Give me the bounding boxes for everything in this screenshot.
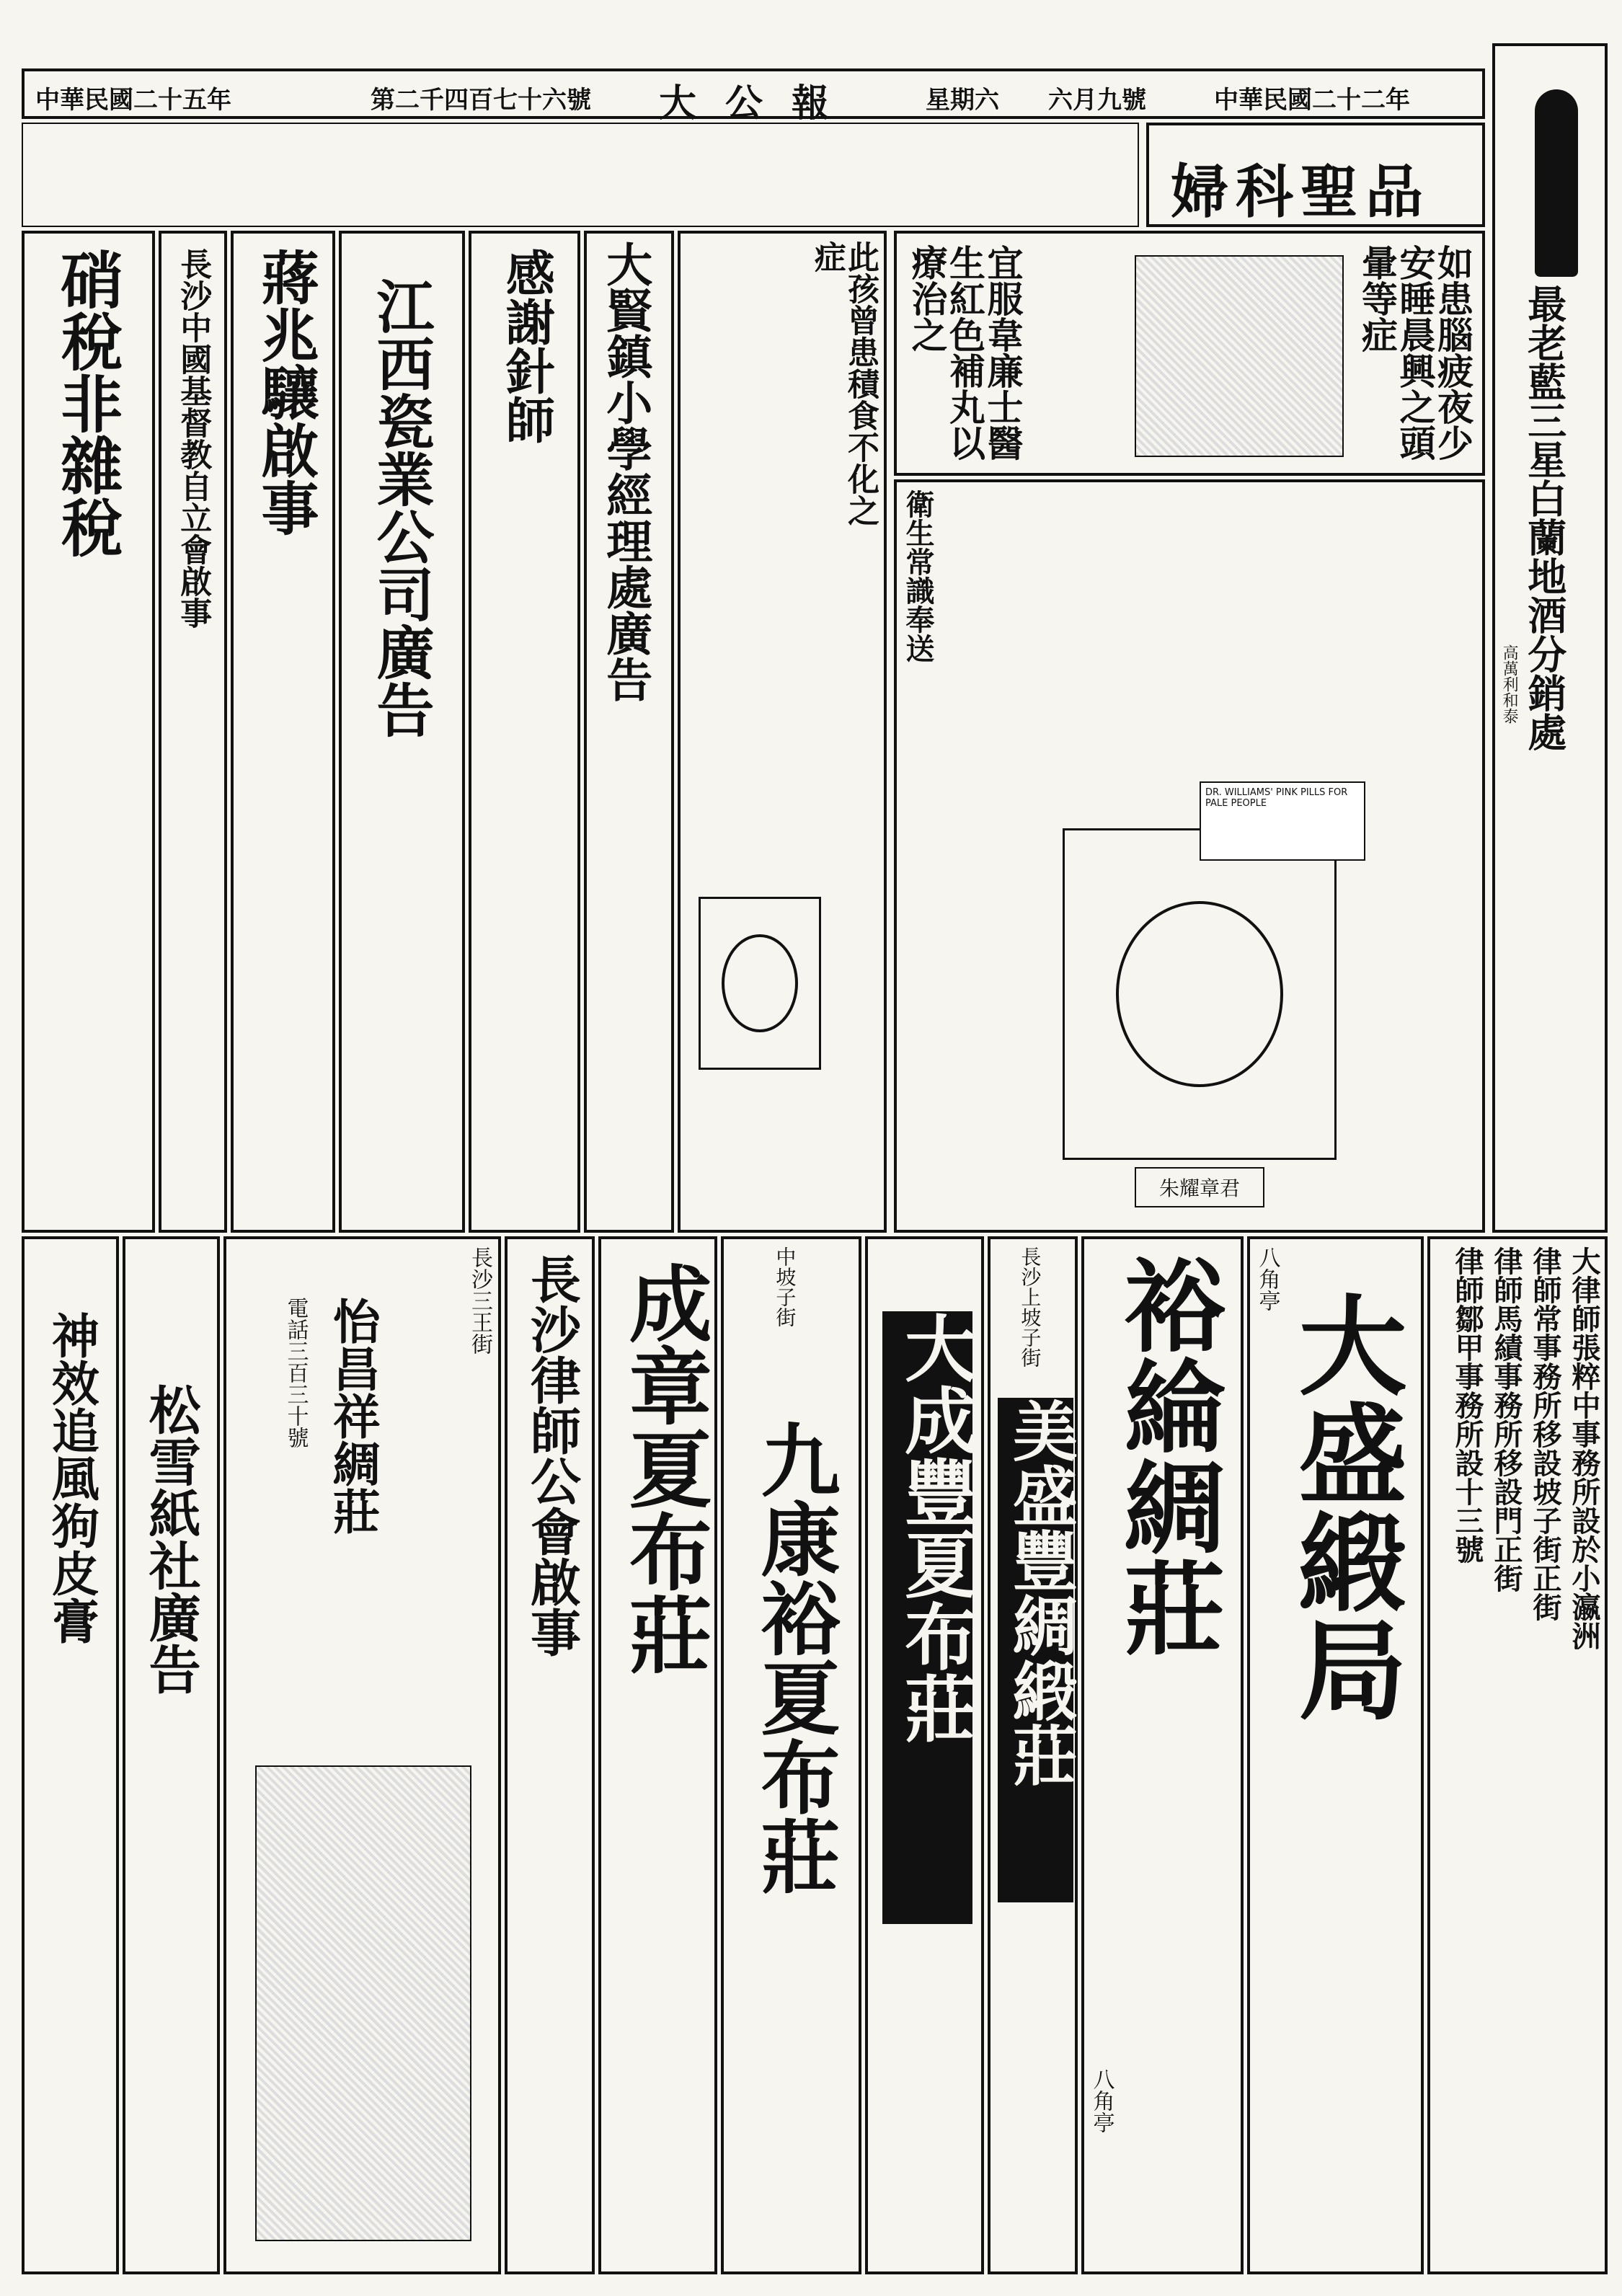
masthead-issue: 第二千四百七十六號: [371, 86, 591, 115]
masthead-tail: 中華民國二十五年: [35, 86, 231, 115]
meishengfeng-sub: 長沙上坡子街: [1018, 1246, 1042, 1368]
yichang-ad: [223, 1236, 501, 2274]
jiukang-sub: 中坡子街: [773, 1246, 797, 1327]
songxue-title: 松雪紙社廣告: [140, 1383, 202, 1695]
yulun-title: 裕綸綢莊: [1107, 1254, 1226, 1657]
lawyer-col-2: 律師常事務所移設坡子街正街: [1528, 1246, 1562, 1621]
jiukang-ad: [721, 1236, 861, 2274]
ymca-ad: [159, 231, 227, 1233]
yulun-sub: 八角亭: [1089, 2068, 1114, 2133]
child-face-illustration: [722, 934, 798, 1033]
pink-pills-ad: [894, 479, 1485, 1233]
masthead-weekday: 星期六: [926, 86, 999, 115]
pink-pills-body: [901, 489, 1481, 821]
liquor-body: [1499, 810, 1603, 1214]
health-notice: 衛生常識奉送: [901, 489, 935, 662]
lawyers-directory: [1427, 1236, 1608, 2274]
lawyer-col-1: 大律師張粹中事務所設於小瀛洲: [1567, 1246, 1601, 1650]
child-portrait: [699, 897, 821, 1070]
top-news-column: [22, 123, 1139, 227]
liquor-ad: [1492, 43, 1608, 1233]
masthead-left-info: 中華民國二十二年: [1214, 86, 1410, 115]
dachengfeng-title: 大成豐夏布莊: [882, 1311, 972, 1924]
jiang-notice: [231, 231, 335, 1233]
lawyers-association-ad: [505, 1236, 595, 2274]
school-ad: [584, 231, 674, 1233]
yulun-ad: [1081, 1236, 1244, 2274]
yichang-sub: 長沙三王街: [467, 1246, 492, 1355]
tax-ad-title: 硝稅非雜稅: [50, 248, 123, 558]
liquor-sub: 高萬利和泰: [1500, 644, 1519, 724]
chengzhang-title: 成章夏布莊: [614, 1261, 712, 1675]
medicine-illustration-ad: [894, 231, 1485, 476]
womens-medicine-ad: [1146, 123, 1485, 227]
tax-ad: [22, 231, 155, 1233]
dasheng-title: 大盛緞局: [1280, 1290, 1407, 1722]
sick-bed-illustration: [1135, 255, 1344, 457]
child-medicine-headline: 此孩曾患積食不化之症: [808, 241, 879, 526]
liquor-bottle-image: [1535, 89, 1578, 277]
masthead-paper-name: 大公報: [659, 81, 859, 125]
chengzhang-ad: [598, 1236, 717, 2274]
face-illustration: [1116, 901, 1283, 1087]
porcelain-ad-title: 江西瓷業公司廣告: [367, 277, 435, 738]
lawyer-col-3: 律師馬績事務所移設門正街: [1489, 1246, 1523, 1592]
lawyers-association-title: 長沙律師公會啟事: [522, 1254, 582, 1657]
masthead: [22, 68, 1485, 125]
thanks-ad-title: 感謝針師: [497, 248, 556, 444]
thanks-ad: [469, 231, 580, 1233]
pill-box-image: DR. WILLIAMS' PINK PILLS FOR PALE PEOPLE: [1200, 781, 1365, 861]
dogskin-ad: [22, 1236, 119, 2274]
dasheng-ad: [1247, 1236, 1424, 2274]
jiang-notice-title: 蔣兆驤啟事: [252, 248, 319, 536]
yichang-phone: 電話三百三十號: [283, 1297, 309, 1448]
ymca-ad-title: 長沙中國基督教自立會啟事: [174, 248, 212, 629]
lawyer-col-4: 律師鄒甲事務所設十三號: [1450, 1246, 1484, 1564]
lady-illustration: [255, 1765, 471, 2241]
portrait-caption: 朱耀章君: [1135, 1167, 1264, 1207]
dasheng-sub: 八角亭: [1254, 1246, 1280, 1311]
porcelain-ad: [339, 231, 465, 1233]
womens-medicine-title: 婦科聖品: [1171, 158, 1430, 226]
child-medicine-ad: [678, 231, 887, 1233]
meishengfeng-ad: [988, 1236, 1078, 2274]
medicine-headline-1: 如患腦疲夜少安睡晨興之頭暈等症: [1356, 244, 1474, 461]
masthead-date: 六月九號: [1048, 86, 1146, 115]
portrait-image: [1063, 828, 1337, 1160]
dogskin-title: 神效追風狗皮膏: [43, 1311, 100, 1644]
dachengfeng-ad: [865, 1236, 984, 2274]
school-ad-title: 大賢鎮小學經理處廣告: [598, 241, 653, 702]
jiukang-title: 九康裕夏布莊: [748, 1419, 841, 1895]
medicine-headline-2: 宜服韋廉士醫生紅色補丸以療治之: [905, 244, 1024, 461]
meishengfeng-title: 美盛豐綢緞莊: [998, 1398, 1073, 1902]
songxue-ad: [123, 1236, 220, 2274]
liquor-title: 最老藍三星白蘭地酒分銷處: [1521, 284, 1568, 751]
yichang-title: 怡昌祥綢莊: [324, 1297, 381, 1535]
child-medicine-body: [688, 544, 882, 882]
